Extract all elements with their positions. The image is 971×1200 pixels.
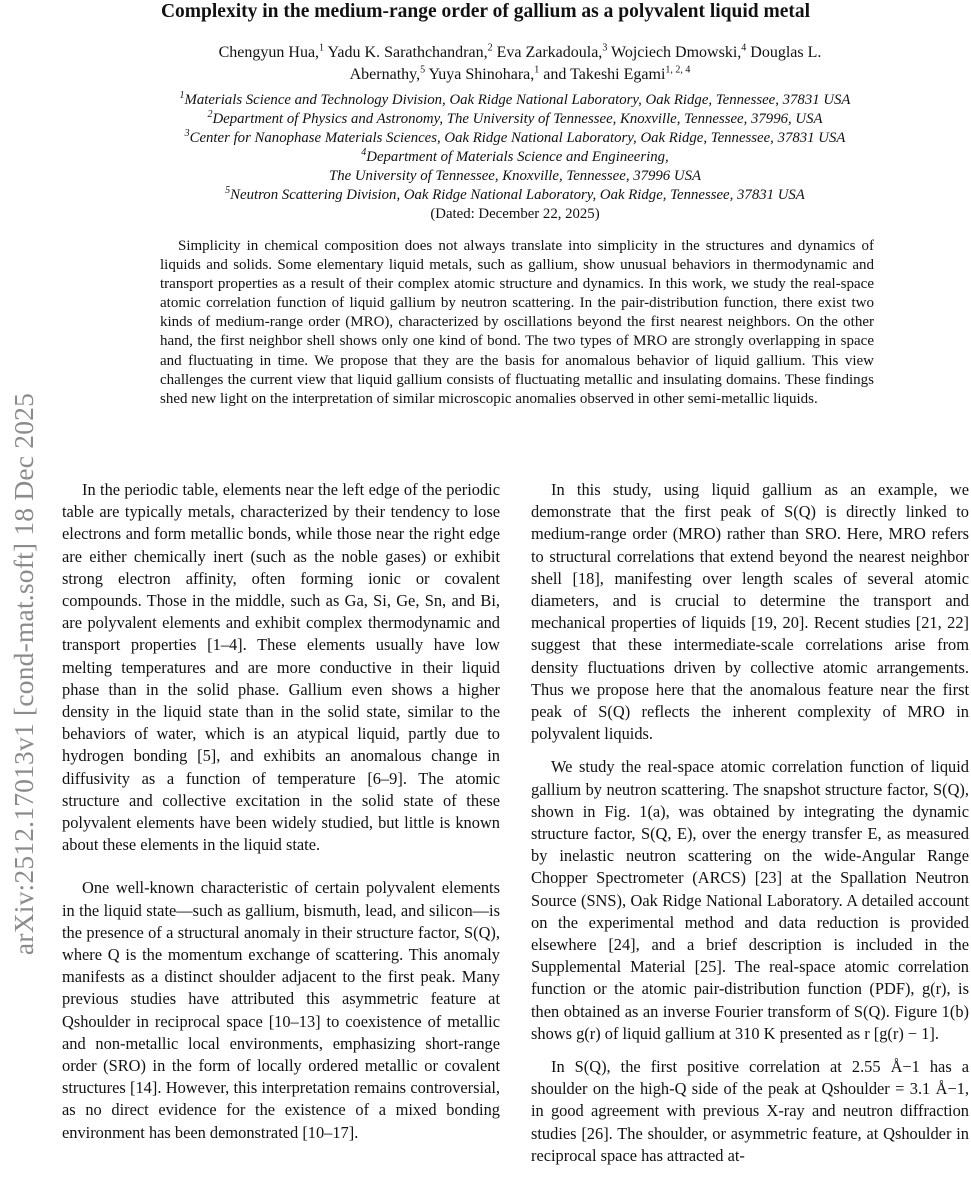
affiliation: $^2$Department of Physics and Astronomy, The University of Tennessee, Knoxville, Tennessee, 37996, USA (207, 109, 823, 127)
author-list (205, 42, 835, 86)
author: Wojciech Dmowski,$^4$ (611, 42, 747, 61)
affiliation: $^4$Department of Materials Science and Engineering, (361, 147, 669, 165)
affiliation: The University of Tennessee, Knoxville, Tennessee, 37996 USA (328, 168, 702, 184)
author: Douglas L. Abernathy,$^5$ (349, 44, 822, 83)
author: Yuya Shinohara,$^1$ (428, 64, 540, 83)
author: Chengyun Hua,$^1$ (218, 42, 325, 61)
author: Eva Zarkadoula,$^3$ (496, 42, 608, 61)
body-paragraph: In S(Q), the first positive correlation at 2.55 Å−1 has a shoulder on the high-Q side of the peak at Qshoulder = 3.1 Å−1, in good agreement with previous X-ray and neutron diffraction studies [26]. The shoulder, or asymmetric feature, at Qshoulder in reciprocal space has attracted at- (531, 1057, 969, 1165)
date-line: (Dated: December 22, 2025) (430, 206, 600, 222)
affiliation: $^3$Center for Nanophase Materials Sciences, Oak Ridge National Laboratory, Oak Ridge, Tennessee, 37831 USA (184, 128, 846, 146)
right-column (531, 479, 969, 1167)
arxiv-identifier: arXiv:2512.17013v1 [cond-mat.soft] 18 Dec 2025 (8, 392, 39, 956)
body-paragraph: In the periodic table, elements near the left edge of the periodic table are typically metals, characterized by their tendency to lose electrons and form metallic bonds, while those near the right edge are either chemically inert (such as the noble gases) or exhibit strong electron affinity, often forming ionic or covalent compounds. Those in the middle, such as Ga, Si, Ge, Sn, and Bi, are polyvalent elements and exhibit complex thermodynamic and transport properties [1–4]. These elements usually have low melting temperatures and are more conductive in their liquid phase than in the solid phase. Gallium even shows a higher density in the liquid state than in the solid state, similar to the behaviors of water, which is an atypical liquid, partly due to hydrogen bonding [5], and exhibits an anomalous change in diffusivity as a function of temperature [6–9]. The atomic structure and collective excitation in the solid state of these polyvalent elements have been widely studied, but little is known about these elements in the liquid state. (62, 480, 500, 855)
paper-title: Complexity in the medium-range order of gallium as a polyvalent liquid metal (160, 1, 811, 22)
abstract: Simplicity in chemical composition does not always translate into simplicity in the structures and dynamics of liquids and solids. Some elementary liquid metals, such as gallium, show unusual behaviors in thermodynamic and transport properties as a result of their complex atomic structure and dynamics. In this work, we study the real-space atomic correlation function of liquid gallium by neutron scattering. In the pair-distribution function, there exist two kinds of medium-range order (MRO), characterized by oscillations beyond the first nearest neighbors. On the other hand, the first neighbor shell shows only one kind of bond. The two types of MRO are strongly overlapping in space and fluctuating in time. We propose that they are the basis for anomalous behavior of liquid gallium. This view challenges the current view that liquid gallium consists of fluctuating metallic and insulating domains. These findings shed new light on the interpretation of similar microscopic anomalies observed in other semi-metallic liquids. (160, 238, 874, 407)
affiliation: $^1$Materials Science and Technology Division, Oak Ridge National Laboratory, Oak Ridge, Tennessee, 37831 USA (179, 90, 851, 108)
affiliations (90, 91, 940, 224)
author: Yadu K. Sarathchandran,$^2$ (327, 42, 493, 61)
author: and Takeshi Egami$^{1, 2, 4}$ (543, 64, 691, 83)
body-paragraph: One well-known characteristic of certain polyvalent elements in the liquid state—such as gallium, bismuth, lead, and silicon—is the presence of a structural anomaly in their structure factor, S(Q), where Q is the momentum exchange of scattering. This anomaly manifests as a distinct shoulder adjacent to the first peak. Many previous studies have attributed this asymmetric feature at Qshoulder in reciprocal space [10–13] to coexistence of metallic and non-metallic local environments, emphasizing short-range order (SRO) in the form of locally ordered metallic or covalent structures [14]. However, this interpretation remains controversial, as no direct evidence for the existence of a mixed bonding environment has been demonstrated [10–17]. (62, 878, 500, 1142)
body-paragraph: In this study, using liquid gallium as an example, we demonstrate that the first peak of S(Q) is directly linked to medium-range order (MRO) rather than SRO. Here, MRO refers to structural correlations that extend beyond the nearest neighbor shell [18], manifesting over length scales of several atomic diameters, and is crucial to determine the transport and mechanical properties of liquids [19, 20]. Recent studies [21, 22] suggest that these intermediate-scale correlations arise from density fluctuations driven by collective atomic arrangements. Thus we propose here that the anomalous feature near the first peak of S(Q) reflects the inherent complexity of MRO in polyvalent liquids. (531, 480, 969, 744)
body-paragraph: We study the real-space atomic correlation function of liquid gallium by neutron scattering. The snapshot structure factor, S(Q), shown in Fig. 1(a), was obtained by integrating the dynamic structure factor, S(Q, E), over the energy transfer E, as measured by inelastic neutron scattering on the wide-Angular Range Chopper Spectrometer (ARCS) [23] at the Spallation Neutron Source (SNS), Oak Ridge National Laboratory. A detailed account on the experimental method and data reduction is provided elsewhere [24], and a brief description is included in the Supplemental Material [25]. The real-space atomic correlation function or the atomic pair-distribution function (PDF), g(r), is then obtained as an inverse Fourier transform of S(Q). Figure 1(b) shows g(r) of liquid gallium at 310 K presented as r [g(r) − 1]. (531, 757, 969, 1043)
affiliation: $^5$Neutron Scattering Division, Oak Ridge National Laboratory, Oak Ridge, Tennessee, 37831 USA (225, 185, 805, 203)
left-column (62, 479, 500, 1144)
